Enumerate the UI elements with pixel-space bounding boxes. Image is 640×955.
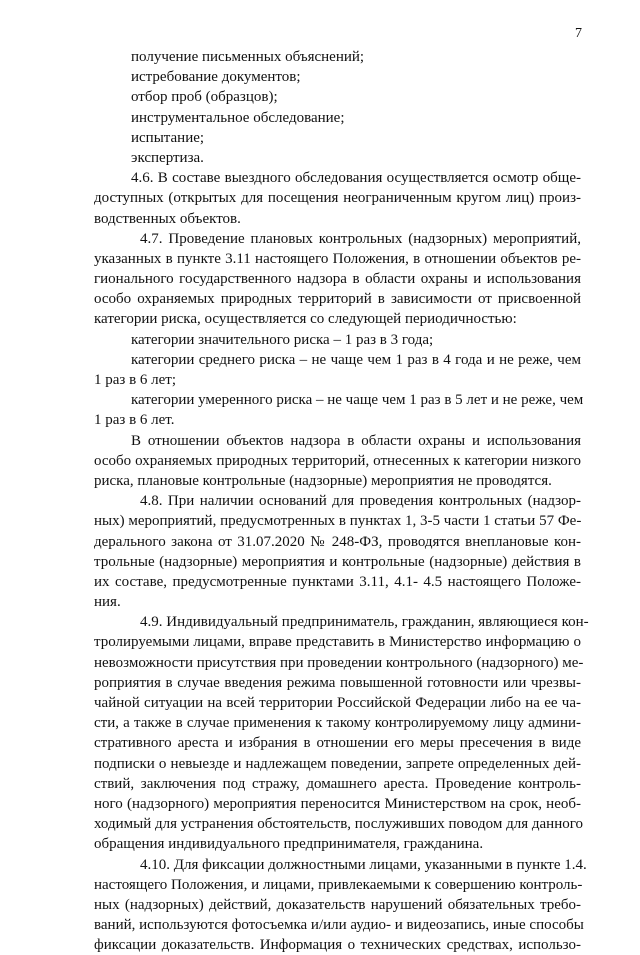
text-line: роприятия в случае введения режима повышенной готовности или чрезвы- (94, 674, 581, 691)
text-line: указанных в пункте 3.11 настоящего Положения, в отношении объектов ре- (94, 250, 581, 267)
text-line: дерального закона от 31.07.2020 № 248-ФЗ, проводятся внеплановые кон- (94, 533, 581, 550)
text-line: ных) мероприятий, предусмотренных в пунктах 1, 3-5 части 1 статьи 57 Фе- (94, 513, 582, 530)
text-line: настоящего Положения, и лицами, привлекаемыми к совершению контроль- (94, 876, 583, 893)
text-line: водственных объектов. (94, 210, 241, 227)
text-line: 4.8. При наличии оснований для проведения контрольных (надзор- (140, 493, 581, 510)
text-line: 4.7. Проведение плановых контрольных (надзорных) мероприятий, (140, 230, 581, 247)
text-line: ного (надзорного) мероприятия переносится Министерством на срок, необ- (94, 795, 581, 812)
text-line: категории значительного риска – 1 раз в 3 года; (131, 331, 434, 348)
text-line: категории умеренного риска – не чаще чем 1 раз в 5 лет и не реже, чем (131, 392, 584, 409)
text-line: 1 раз в 6 лет. (94, 412, 175, 429)
text-line: риска, плановые контрольные (надзорные) мероприятия не проводятся. (94, 472, 552, 489)
text-line: получение письменных объяснений; (131, 49, 365, 65)
text-line: обращения индивидуального предпринимателя, гражданина. (94, 836, 484, 853)
text-line: стративного ареста и избрания в отношении его меры пресечения в виде (94, 735, 581, 752)
text-line: ваний, используются фотосъемка и/или аудио- и видеозапись, иные способы (94, 917, 584, 934)
text-line: гионального государственного надзора в области охраны и использования (94, 271, 581, 288)
text-line: категории риска, осуществляется со следующей периодичностью: (94, 311, 517, 328)
text-line: отбор проб (образцов); (131, 89, 278, 106)
text-line: испытание; (131, 129, 205, 146)
text-line: категории среднего риска – не чаще чем 1 раз в 4 года и не реже, чем (131, 351, 581, 368)
text-line: 4.9. Индивидуальный предприниматель, гражданин, являющиеся кон- (140, 614, 589, 631)
text-line: ных (надзорных) действий, доказательств нарушений обязательных требо- (94, 896, 581, 913)
text-line: доступных (открытых для посещения неограниченным кругом лиц) произ- (94, 190, 581, 207)
text-line: тролируемыми лицами, вправе представить в Министерство информацию о (94, 634, 581, 651)
text-line: ствий, заключения под стражу, домашнего ареста. Проведение контроль- (94, 775, 581, 792)
text-line: экспертиза. (131, 149, 204, 166)
text-line: В отношении объектов надзора в области охраны и использования (131, 432, 581, 449)
page-number: 7 (575, 26, 582, 41)
body-text (94, 47, 589, 955)
text-line: инструментальное обследование; (131, 109, 345, 126)
text-line: невозможности присутствия при проведении контрольного (надзорного) ме- (94, 654, 584, 671)
text-line: истребование документов; (131, 69, 301, 86)
text-line: чайной ситуации на всей территории Российской Федерации либо на ее ча- (94, 695, 581, 711)
text-line: особо охраняемых природных территорий в зависимости от присвоенной (94, 291, 581, 308)
text-line: трольные (надзорные) мероприятия и контрольные (надзорные) действия в (94, 553, 581, 570)
text-line: ния. (94, 594, 121, 611)
text-line: подписки о невыезде и надлежащем поведении, запрете определенных дей- (94, 755, 581, 772)
text-line: 4.6. В составе выездного обследования осуществляется осмотр обще- (131, 170, 581, 187)
text-line: 1 раз в 6 лет; (94, 372, 177, 388)
text-line: сти, а также в случае применения к такому контролируемому лицу админи- (94, 715, 581, 732)
text-line: 4.10. Для фиксации должностными лицами, указанными в пункте 1.4. (140, 856, 587, 873)
text-line: фиксации доказательств. Информация о технических средствах, использо- (94, 937, 581, 954)
text-line: их составе, предусмотренные пунктами 3.11, 4.1- 4.5 настоящего Положе- (94, 573, 581, 590)
text-line: особо охраняемых природных территорий, отнесенных к категории низкого (94, 452, 581, 469)
text-line: ходимый для устранения обстоятельств, послуживших поводом для данного (94, 816, 584, 833)
